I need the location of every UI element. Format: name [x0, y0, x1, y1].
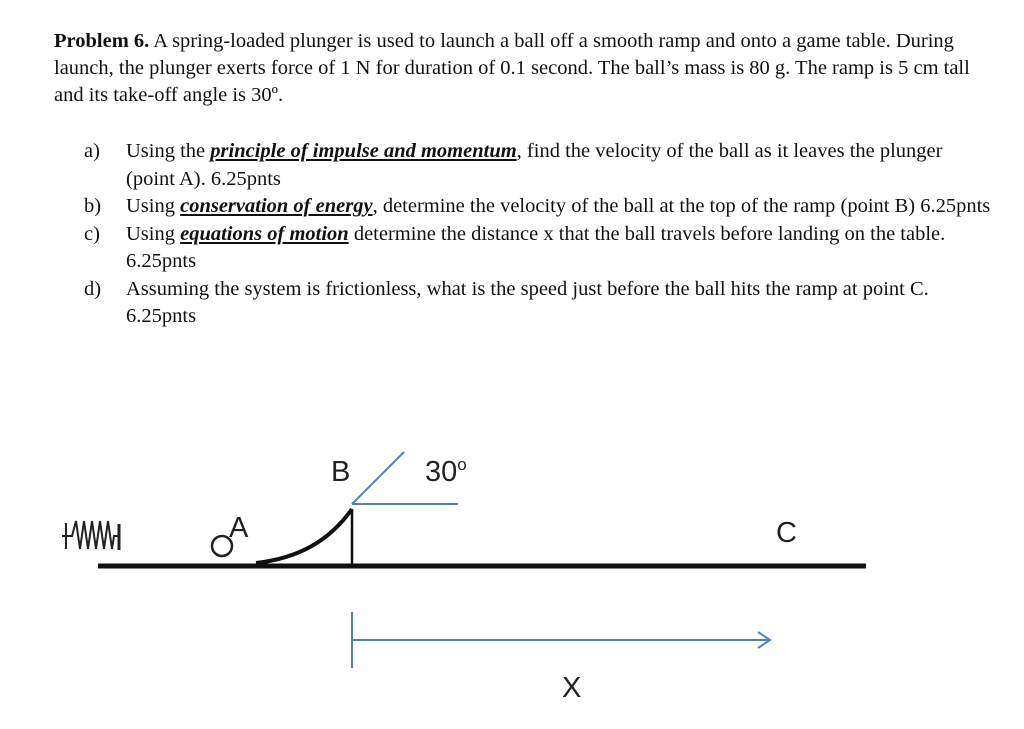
part-label: b)	[84, 195, 102, 217]
part-text-pre: Using	[126, 195, 181, 217]
angle-label	[425, 455, 467, 488]
part-emphasis: equations of motion	[180, 222, 349, 245]
problem-text: A spring-loaded plunger is used to launch a ball off a smooth ramp and onto a game table. During launch, the plunger exerts force of 1 N for duration of 0.1 second. The ball’s mass is 80 g. The ramp is 5 cm tall and its take-off angle is 30º.	[54, 30, 970, 106]
part-label: a)	[84, 140, 100, 162]
label-c: C	[776, 517, 797, 549]
part-text-post: Assuming the system is frictionless, what is the speed just before the ball hits the ramp at point C. 6.25pnts	[126, 277, 929, 327]
part-label: c)	[84, 222, 100, 245]
problem-heading: Problem 6.	[54, 30, 150, 52]
angle-value: 30	[425, 456, 458, 488]
label-x: X	[562, 672, 582, 704]
ramp-curve	[256, 509, 352, 563]
part-emphasis: conservation of energy	[180, 195, 373, 217]
part-emphasis: principle of impulse and momentum	[210, 140, 517, 162]
takeoff-direction-line	[352, 452, 404, 504]
label-b: B	[331, 456, 351, 488]
part-text-pre: Using	[126, 222, 181, 245]
part-text-post: determine the distance x that the ball travels before landing on the table. 6.25pnts	[126, 222, 946, 272]
spring-icon	[62, 521, 118, 549]
angle-degree: o	[457, 455, 467, 474]
part-text-post: , determine the velocity of the ball at the top of the ramp (point B) 6.25pnts	[372, 195, 991, 217]
label-a: A	[229, 512, 249, 544]
part-label: d)	[84, 277, 102, 300]
part-text-pre: Using the	[126, 140, 211, 162]
part-text-post: , find the velocity of the ball as it leaves the plunger (point A). 6.25pnts	[126, 140, 943, 190]
